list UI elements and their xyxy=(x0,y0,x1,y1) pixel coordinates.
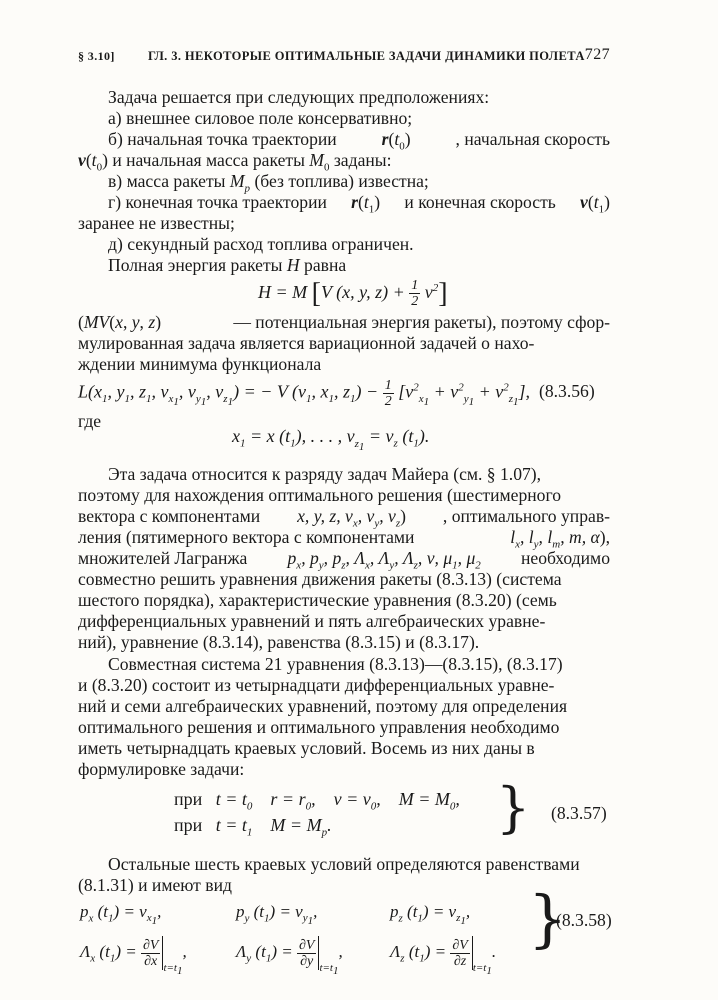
text-line: (MV(x, y, z) — потенциальная энергия ракеты), поэтому сфор- xyxy=(78,312,610,332)
text-line: ний и семи алгебраических уравнений, поэтому для определения xyxy=(78,696,568,716)
text-line: Совместная система 21 уравнения (8.3.13)—(8.3.15), (8.3.17) xyxy=(108,654,563,674)
definition-equation: $x_1 = x$ $(t_1)$, . . . , $v_{z_1} = v_z$ $(t_1)$. xyxy=(232,426,430,453)
boundary-condition-line: $\Lambda_x$ $(t_1)$ = $\frac{\partial V}{\partial x}$ $_{t=t_1}$, xyxy=(80,937,187,978)
text-line: поэтому для нахождения оптимального решения (шестимерного xyxy=(78,485,562,505)
right-brace: } xyxy=(496,776,531,839)
equation-number: (8.3.56) xyxy=(539,381,595,401)
functional-equation: $L(x_1$, $y_1$, $z_1$, $v_{x_1}$, $v_{y_1}$, $v_{z_1}$) = − V ($v_1$, $x_1$, $z_1$) − $\frac{1}{2}$ $[v^2_{x_1} + v^2_{y_1} + v^2_{z_1}]$, xyxy=(78,378,531,409)
energy-equation: H = M [V (x, y, z) + $\frac{1}{2}$ $v^2$] xyxy=(258,278,448,310)
text-line: множителей Лагранжа $p_x$, $p_y$, $p_z$, $\Lambda_x$, $\Lambda_y$, $\Lambda_z$, ν, $\mu_1$, $\mu_2$ необходимо xyxy=(78,548,610,572)
boundary-condition-line: $p_y$ $(t_1) = v_{y_1}$, xyxy=(236,902,318,928)
text-line: и (8.3.20) состоит из четырнадцати дифференциальных уравне- xyxy=(78,675,555,695)
text-line: шестого порядка), характеристические уравнения (8.3.20) (семь xyxy=(78,590,557,610)
text-line: в) масса ракеты $M_p$ (без топлива) известна; xyxy=(108,171,429,195)
boundary-condition-line: $p_x$ $(t_1) = v_{x_1}$, xyxy=(80,902,162,928)
text-line: совместно решить уравнения движения ракеты (8.3.13) (система xyxy=(78,569,562,589)
text-line: вектора с компонентами x, y, z, $v_x$, $v_y$, $v_z$) , оптимального управ- xyxy=(78,506,610,530)
chapter-title: ГЛ. 3. НЕКОТОРЫЕ ОПТИМАЛЬНЫЕ ЗАДАЧИ ДИНАМИКИ ПОЛЕТА xyxy=(148,49,585,63)
text-line: Эта задача относится к разряду задач Майера (см. § 1.07), xyxy=(108,464,542,484)
boundary-condition-line: $\Lambda_y$ $(t_1)$ = $\frac{\partial V}{\partial y}$ $_{t=t_1}$, xyxy=(236,937,343,978)
text-line: а) внешнее силовое поле консервативно; xyxy=(108,108,413,128)
text-line: $v(t_0)$ и начальная масса ракеты $M_0$ заданы: xyxy=(78,150,392,174)
right-brace: } xyxy=(528,882,568,955)
text-line: ждении минимума функционала xyxy=(78,354,322,374)
page-number: 727 xyxy=(584,46,610,63)
text-line: мулированная задача является вариационной задачей о нахо- xyxy=(78,333,535,353)
section-ref: § 3.10] xyxy=(78,49,115,63)
running-header xyxy=(78,46,610,68)
boundary-condition-line: при $t = t_0$ $r = r_0$, $v = v_0$, $M = M_0$, xyxy=(174,789,460,813)
text-line: оптимального решения и оптимального управления необходимо xyxy=(78,717,560,737)
text-line: ний), уравнение (8.3.14), равенства (8.3.15) и (8.3.17). xyxy=(78,632,480,652)
text-line: где xyxy=(78,411,102,431)
text-line: (8.1.31) и имеют вид xyxy=(78,875,232,895)
text-line: формулировке задачи: xyxy=(78,759,245,779)
text-line: Задача решается при следующих предположениях: xyxy=(108,87,490,107)
boundary-condition-line: $p_z$ $(t_1) = v_{z_1}$, xyxy=(390,902,471,928)
text-line: д) секундный расход топлива ограничен. xyxy=(108,234,414,254)
text-line: г) конечная точка траектории $r(t_1)$ и конечная скорость $v(t_1)$ xyxy=(108,192,610,216)
text-line: иметь четырнадцать краевых условий. Восемь из них даны в xyxy=(78,738,535,758)
text-line: Остальные шесть краевых условий определяются равенствами xyxy=(108,854,580,874)
text-line: дифференциальных уравнений и пять алгебраических уравне- xyxy=(78,611,546,631)
equation-number: (8.3.57) xyxy=(551,803,607,823)
text-line: Полная энергия ракеты H равна xyxy=(108,255,347,275)
equation-number: (8.3.58) xyxy=(556,910,612,930)
boundary-condition-line: $\Lambda_z$ $(t_1)$ = $\frac{\partial V}{\partial z}$ $_{t=t_1}$. xyxy=(390,937,497,978)
text-line: б) начальная точка траектории $r(t_0)$ , начальная скорость xyxy=(108,129,610,153)
boundary-condition-line: при $t = t_1$ $M = M_p$. xyxy=(174,815,332,839)
text-line: заранее не известны; xyxy=(78,213,235,233)
text-line: ления (пятимерного вектора с компонентами $l_x$, $l_y$, $l_m$, m, α), xyxy=(78,527,610,551)
